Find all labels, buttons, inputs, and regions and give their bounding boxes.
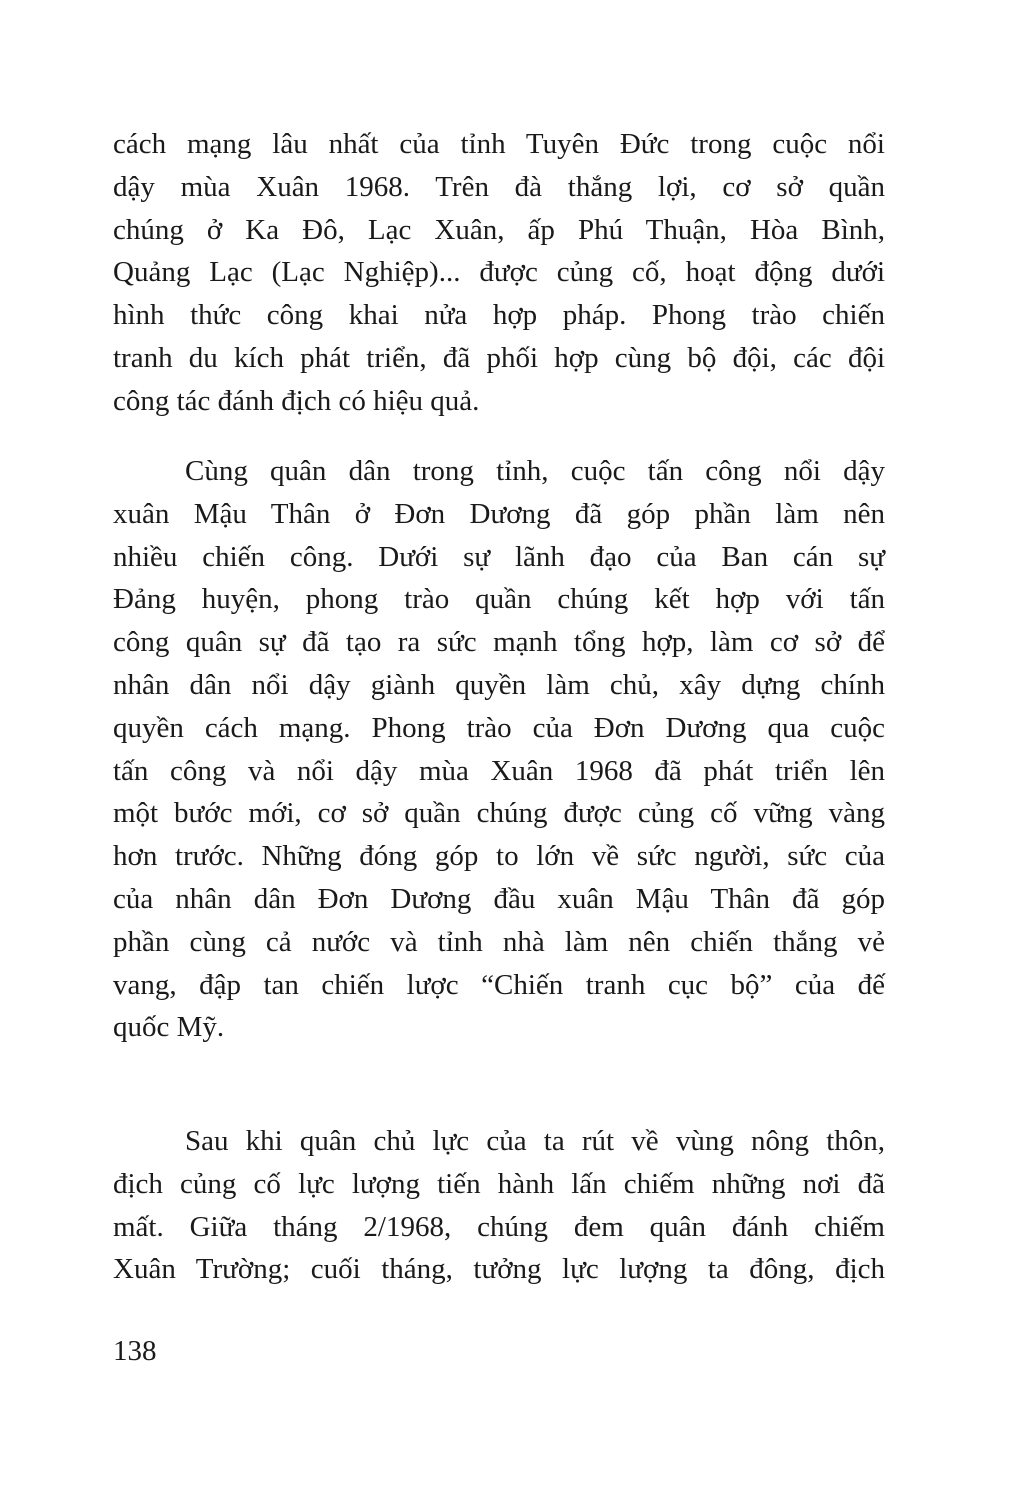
paragraph-line: phần cùng cả nước và tỉnh nhà làm nên chiến thắng vẻ [113,925,885,958]
paragraph-line: Sau khi quân chủ lực của ta rút về vùng nông thôn, [185,1125,885,1157]
paragraph-line: hơn trước. Những đóng góp to lớn về sức người, sức của [113,840,885,873]
page-number: 138 [113,1335,157,1367]
paragraph-line: công quân sự đã tạo ra sức mạnh tổng hợp, làm cơ sở để [113,626,885,659]
paragraph-line: tranh du kích phát triển, đã phối hợp cùng bộ đội, các đội [113,341,885,374]
paragraph-line: vang, đập tan chiến lược “Chiến tranh cục bộ” của đế [113,968,885,1001]
paragraph-line: Đảng huyện, phong trào quần chúng kết hợp với tấn [113,583,885,616]
paragraph-line: nhiều chiến công. Dưới sự lãnh đạo của Ban cán sự [113,540,885,573]
paragraph-line: Cùng quân dân trong tỉnh, cuộc tấn công nổi dậy [185,455,885,487]
paragraph-2 [113,450,885,1049]
paragraph-line: dậy mùa Xuân 1968. Trên đà thắng lợi, cơ sở quần [113,170,885,203]
paragraph-line: chúng ở Ka Đô, Lạc Xuân, ấp Phú Thuận, Hòa Bình, [113,213,885,246]
paragraph-line: cách mạng lâu nhất của tỉnh Tuyên Đức trong cuộc nổi [113,128,885,160]
paragraph-line: quyền cách mạng. Phong trào của Đơn Dương qua cuộc [113,711,885,744]
paragraph-line: xuân Mậu Thân ở Đơn Dương đã góp phần làm nên [113,497,885,530]
paragraph-line: công tác đánh địch có hiệu quả. [113,384,480,417]
paragraph-line: mất. Giữa tháng 2/1968, chúng đem quân đánh chiếm [113,1210,885,1243]
paragraph-line: Quảng Lạc (Lạc Nghiệp)... được củng cố, hoạt động dưới [113,256,885,289]
paragraph-line: tấn công và nổi dậy mùa Xuân 1968 đã phát triển lên [113,754,885,787]
paragraph-line: hình thức công khai nửa hợp pháp. Phong trào chiến [113,299,885,332]
paragraph-line: quốc Mỹ. [113,1011,225,1044]
paragraph-line: Xuân Trường; cuối tháng, tưởng lực lượng ta đông, địch [113,1253,885,1286]
paragraph-3 [113,1120,885,1291]
paragraph-1 [113,123,885,423]
paragraph-line: địch củng cố lực lượng tiến hành lấn chiếm những nơi đã [113,1167,885,1200]
paragraph-line: của nhân dân Đơn Dương đầu xuân Mậu Thân đã góp [113,882,885,915]
paragraph-line: nhân dân nổi dậy giành quyền làm chủ, xây dựng chính [113,668,885,701]
paragraph-line: một bước mới, cơ sở quần chúng được củng cố vững vàng [113,797,885,830]
